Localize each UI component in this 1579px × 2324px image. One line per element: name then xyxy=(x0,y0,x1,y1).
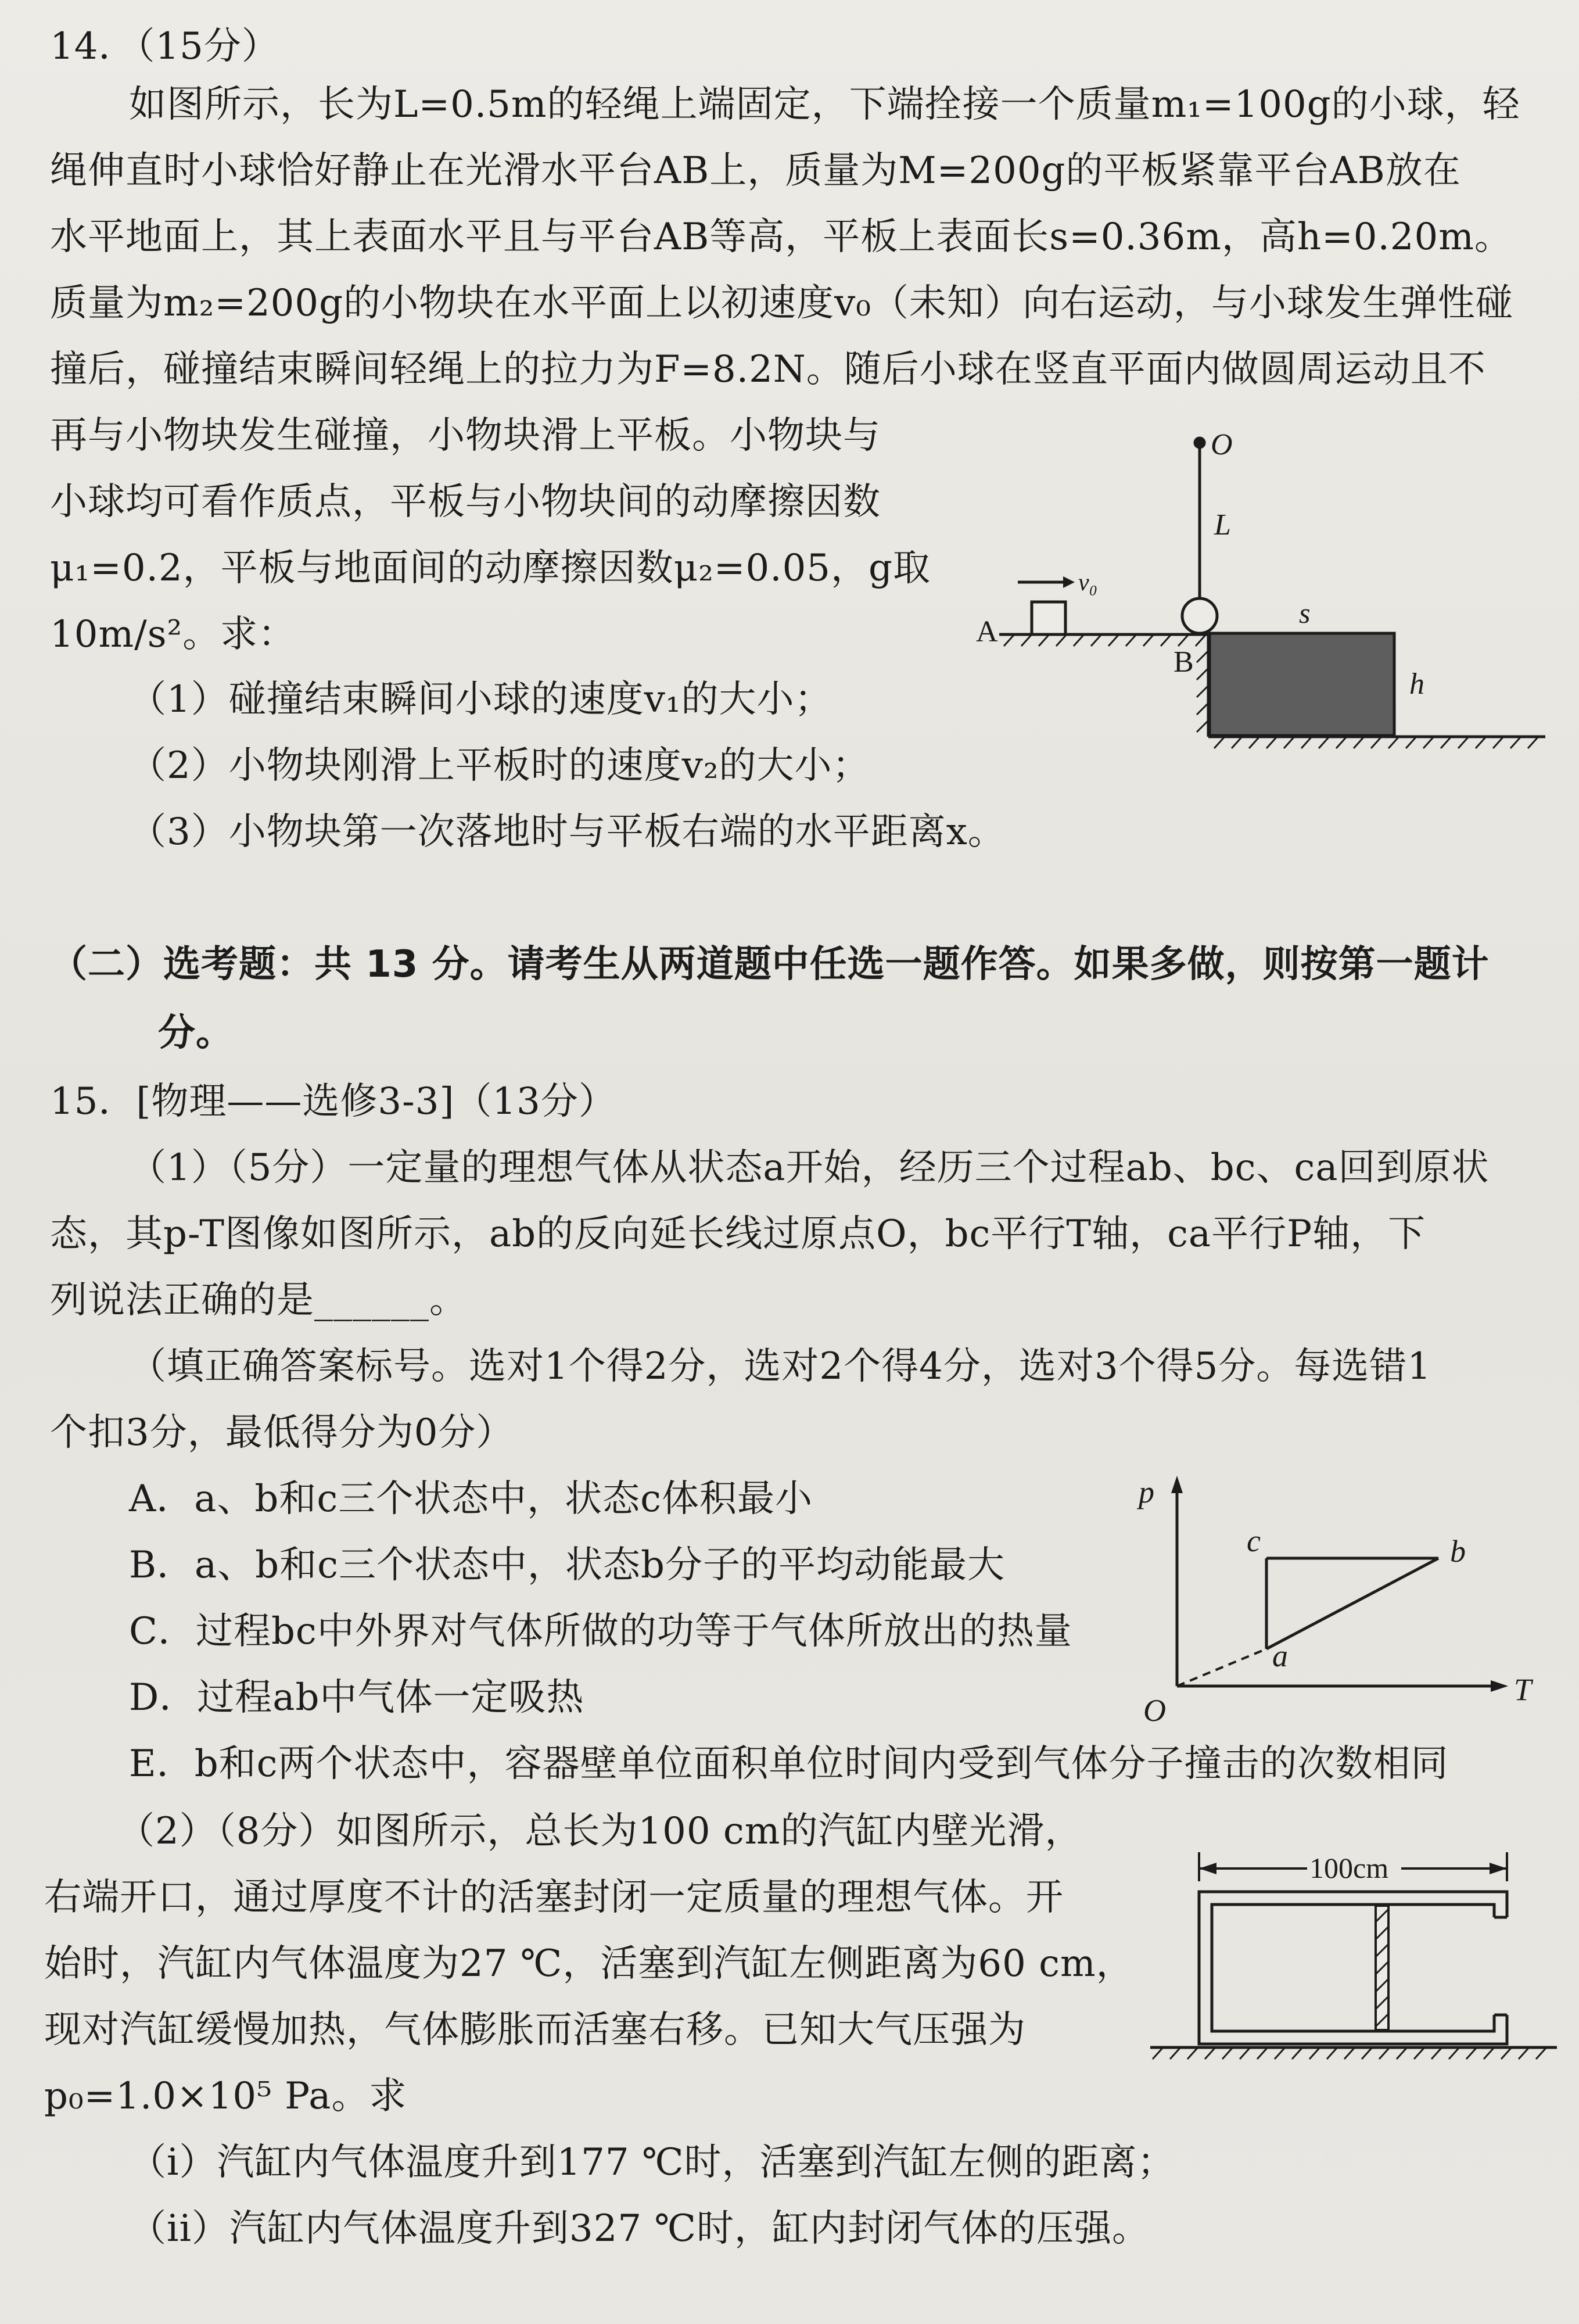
q15-part2-line-4: 现对汽缸缓慢加热，气体膨胀而活塞右移。已知大气压强为 xyxy=(44,2009,1026,2052)
section2-line-1: （二）选考题：共 13 分。请考生从两道题中任选一题作答。如果多做，则按第一题计 xyxy=(50,943,1490,986)
side-hatching xyxy=(1197,651,1208,732)
q14-line-7: 小球均可看作质点，平板与小物块间的动摩擦因数 xyxy=(50,480,881,523)
q15-option-e: E．b和c两个状态中，容器壁单位面积单位时间内受到气体分子撞击的次数相同 xyxy=(129,1742,1449,1785)
q15-option-a: A．a、b和c三个状态中，状态c体积最小 xyxy=(129,1477,813,1520)
q14-line-8: μ₁=0.2，平板与地面间的动摩擦因数μ₂=0.05，g取 xyxy=(50,547,931,590)
ball xyxy=(1182,598,1217,633)
q15-part2-line-5: p₀=1.0×10⁵ Pa。求 xyxy=(44,2075,407,2118)
dim-arrow-right-icon xyxy=(1490,1863,1507,1874)
q15-part1-line-5: 个扣3分，最低得分为0分） xyxy=(50,1411,514,1454)
q15-part1-line-2: 态，其p-T图像如图所示，ab的反向延长线过原点O，bc平行T轴，ca平行P轴，下 xyxy=(50,1213,1426,1256)
segment-ab xyxy=(1266,1558,1438,1649)
label-origin: O xyxy=(1143,1693,1166,1728)
label-A: A xyxy=(976,615,998,648)
cylinder-wall xyxy=(1199,1892,1507,2044)
length-label: 100cm xyxy=(1309,1852,1389,1884)
label-B: B xyxy=(1174,645,1194,679)
q15-part1-line-4: （填正确答案标号。选对1个得2分，选对2个得4分，选对3个得5分。每选错1 xyxy=(129,1345,1432,1388)
ground-hatching xyxy=(1153,2047,1546,2059)
p-arrow-icon xyxy=(1171,1476,1183,1493)
q14-line-5: 撞后，碰撞结束瞬间轻绳上的拉力为F=8.2N。随后小球在竖直平面内做圆周运动且不 xyxy=(50,348,1486,391)
label-b: b xyxy=(1450,1534,1466,1569)
q15-header: 15．[物理——选修3-3]（13分） xyxy=(50,1080,616,1123)
dim-arrow-left-icon xyxy=(1199,1863,1216,1874)
q14-question-2: （2）小物块刚滑上平板时的速度v₂的大小； xyxy=(129,744,870,787)
label-O: O xyxy=(1211,428,1233,461)
q14-question-3: （3）小物块第一次落地时与平板右端的水平距离x。 xyxy=(129,810,1006,853)
q14-header: 14．（15分） xyxy=(50,25,279,68)
platform-hatching xyxy=(1004,634,1206,646)
extension-line xyxy=(1177,1649,1266,1686)
label-c: c xyxy=(1247,1523,1261,1558)
ground-hatching xyxy=(1214,737,1538,748)
q14-line-3: 水平地面上，其上表面水平且与平台AB等高，平板上表面长s=0.36m，高h=0.20m。 xyxy=(50,216,1512,259)
q15-part2-line-3: 始时，汽缸内气体温度为27 ℃，活塞到汽缸左侧距离为60 cm， xyxy=(44,1942,1134,1985)
q14-question-1: （1）碰撞结束瞬间小球的速度v₁的大小； xyxy=(129,678,832,721)
q14-line-1: 如图所示，长为L=0.5m的轻绳上端固定，下端拴接一个质量m₁=100g的小球，轻 xyxy=(129,83,1520,126)
cylinder-figure xyxy=(1139,1841,1563,2073)
q15-option-d: D．过程ab中气体一定吸热 xyxy=(129,1676,584,1719)
q15-part2-line-2: 右端开口，通过厚度不计的活塞封闭一定质量的理想气体。开 xyxy=(44,1876,1064,1919)
q14-line-6: 再与小物块发生碰撞，小物块滑上平板。小物块与 xyxy=(50,414,881,457)
q15-subquestion-i: （i）汽缸内气体温度升到177 ℃时，活塞到汽缸左侧的距离； xyxy=(129,2141,1175,2184)
q15-part1-line-1: （1）（5分）一定量的理想气体从状态a开始，经历三个过程ab、bc、ca回到原状 xyxy=(129,1146,1490,1189)
label-v0: v₀ xyxy=(1078,569,1098,596)
arrow-head-icon xyxy=(1063,576,1075,588)
label-T: T xyxy=(1514,1672,1532,1707)
q14-line-2: 绳伸直时小球恰好静止在光滑水平台AB上，质量为M=200g的平板紧靠平台AB放在 xyxy=(50,149,1461,192)
label-a: a xyxy=(1272,1638,1288,1673)
plank xyxy=(1210,633,1394,736)
label-h: h xyxy=(1409,668,1424,701)
q15-subquestion-ii: （ii）汽缸内气体温度升到327 ℃时，缸内封闭气体的压强。 xyxy=(129,2207,1150,2250)
q15-part1-line-3: 列说法正确的是______。 xyxy=(50,1279,467,1322)
label-p: p xyxy=(1139,1476,1154,1509)
q14-figure xyxy=(976,418,1557,767)
q15-option-b: B．a、b和c三个状态中，状态b分子的平均动能最大 xyxy=(129,1544,1005,1587)
small-block xyxy=(1032,602,1065,634)
pt-graph xyxy=(1127,1476,1545,1731)
q15-part2-line-1: （2）（8分）如图所示，总长为100 cm的汽缸内壁光滑， xyxy=(117,1810,1083,1853)
q14-line-4: 质量为m₂=200g的小物块在水平面上以初速度v₀（未知）向右运动，与小球发生弹性碰 xyxy=(50,282,1513,325)
label-L: L xyxy=(1214,508,1231,541)
label-s: s xyxy=(1299,597,1311,629)
section2-line-2: 分。 xyxy=(158,1012,234,1055)
q15-option-c: C．过程bc中外界对气体所做的功等于气体所放出的热量 xyxy=(129,1610,1072,1653)
q14-line-9: 10m/s²。求： xyxy=(50,613,296,656)
t-arrow-icon xyxy=(1491,1680,1508,1692)
